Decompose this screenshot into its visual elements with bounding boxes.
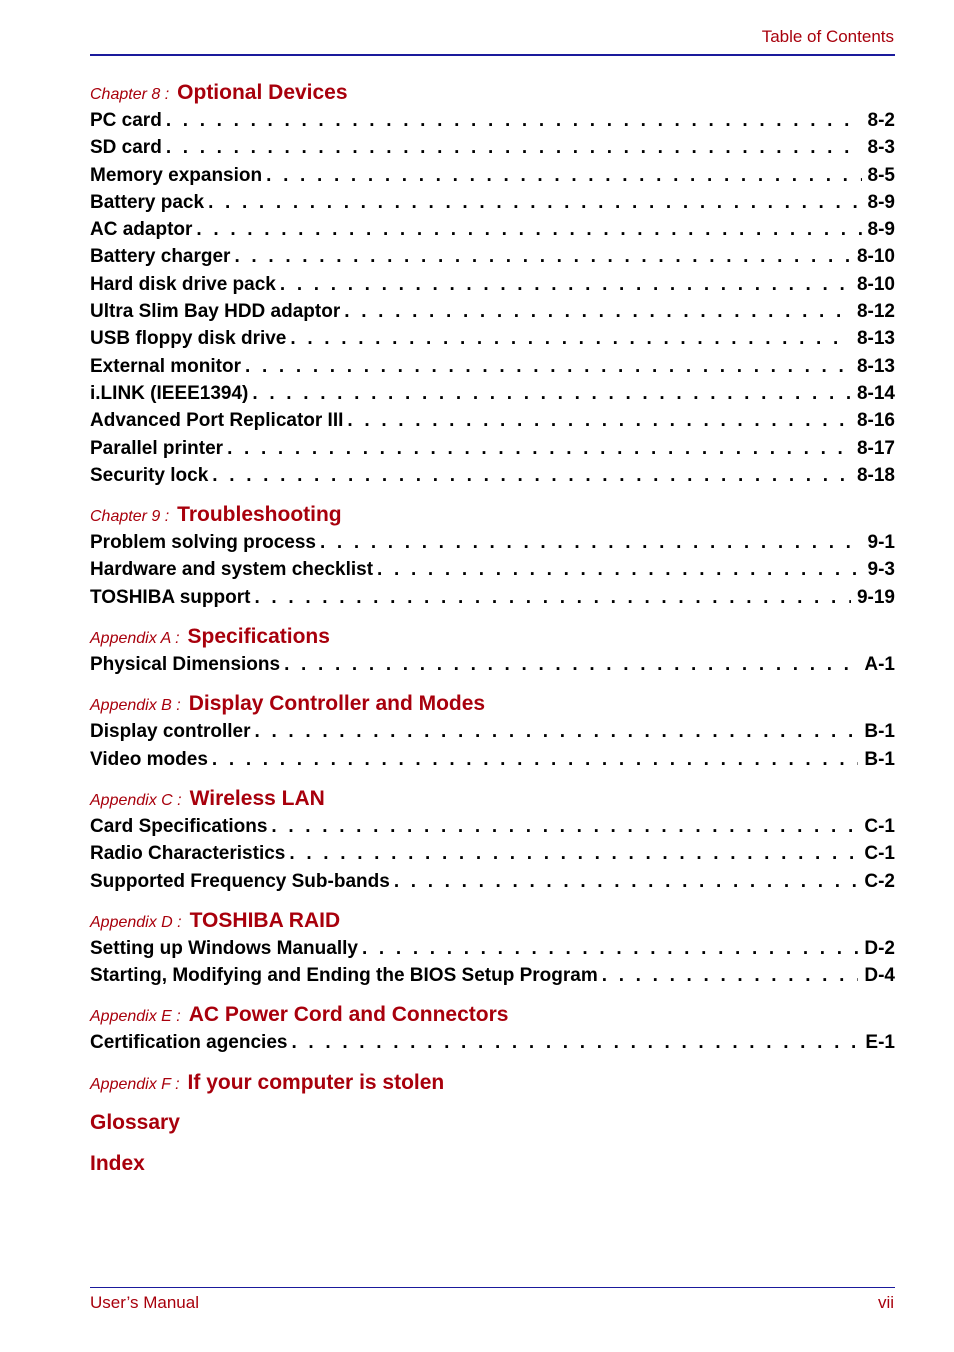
toc-entry[interactable] xyxy=(90,651,895,678)
section-title: Wireless LAN xyxy=(189,786,325,810)
section-title: Troubleshooting xyxy=(177,503,342,527)
dot-leader xyxy=(291,1029,859,1056)
toc-section xyxy=(90,623,895,678)
toc-entry[interactable] xyxy=(90,134,895,161)
section-label: Appendix C : xyxy=(90,791,182,809)
toc-entry[interactable] xyxy=(90,1029,895,1056)
toc-entry[interactable] xyxy=(90,556,895,583)
dot-leader xyxy=(227,435,851,462)
toc-entry[interactable] xyxy=(90,407,895,434)
entry-page-number: 8-10 xyxy=(856,273,895,295)
toc-entry[interactable] xyxy=(90,353,895,380)
entry-title: External monitor xyxy=(90,355,241,377)
entry-page-number: D-2 xyxy=(864,937,895,959)
toc-entry[interactable] xyxy=(90,962,895,989)
dot-leader xyxy=(290,325,851,352)
dot-leader xyxy=(347,407,851,434)
toc-entry[interactable] xyxy=(90,107,895,134)
section-label: Appendix E : xyxy=(90,1008,181,1026)
section-label: Appendix D : xyxy=(90,913,182,931)
toc-entry[interactable] xyxy=(90,584,895,611)
toc-section xyxy=(90,1001,895,1056)
running-header-title: Table of Contents xyxy=(761,27,894,46)
section-title: Display Controller and Modes xyxy=(188,692,486,716)
section-title: Specifications xyxy=(187,625,330,649)
section-heading[interactable] xyxy=(90,501,895,529)
dot-leader xyxy=(212,462,851,489)
dot-leader xyxy=(245,353,851,380)
dot-leader xyxy=(344,298,851,325)
entry-page-number: 8-13 xyxy=(856,328,895,350)
footer-rule xyxy=(90,1287,895,1288)
entry-title: Video modes xyxy=(90,748,208,770)
entry-page-number: 8-9 xyxy=(867,219,895,241)
table-of-contents xyxy=(90,79,895,1191)
dot-leader xyxy=(280,271,851,298)
section-label: Chapter 9 : xyxy=(90,508,170,526)
toc-entry[interactable] xyxy=(90,813,895,840)
entry-page-number: 8-9 xyxy=(867,191,895,213)
toc-entry[interactable] xyxy=(90,840,895,867)
dot-leader xyxy=(320,529,862,556)
section-heading[interactable] xyxy=(90,690,895,718)
entry-page-number: C-1 xyxy=(864,815,895,837)
entry-page-number: D-4 xyxy=(864,965,895,987)
entry-page-number: 9-19 xyxy=(856,586,895,608)
toc-entry[interactable] xyxy=(90,746,895,773)
standalone-heading-glossary[interactable]: Glossary xyxy=(90,1110,180,1134)
footer-manual-title: User’s Manual xyxy=(90,1293,199,1312)
dot-leader xyxy=(289,840,858,867)
dot-leader xyxy=(254,584,851,611)
entry-title: Setting up Windows Manually xyxy=(90,937,358,959)
dot-leader xyxy=(271,813,858,840)
toc-section xyxy=(90,785,895,895)
section-heading[interactable] xyxy=(90,79,895,107)
toc-section xyxy=(90,907,895,990)
toc-section xyxy=(90,79,895,489)
entry-title: TOSHIBA support xyxy=(90,586,251,608)
entry-page-number: 8-12 xyxy=(856,301,895,323)
toc-entry[interactable] xyxy=(90,868,895,895)
entry-page-number: 8-14 xyxy=(856,382,895,404)
toc-entry[interactable] xyxy=(90,529,895,556)
toc-entry[interactable] xyxy=(90,162,895,189)
standalone-heading-index[interactable]: Index xyxy=(90,1151,145,1175)
entry-page-number: 8-2 xyxy=(867,110,895,131)
entry-page-number: B-1 xyxy=(864,748,895,770)
section-heading[interactable] xyxy=(90,1069,895,1097)
entry-title: Hard disk drive pack xyxy=(90,273,276,295)
header-rule xyxy=(90,54,895,56)
toc-entry[interactable] xyxy=(90,325,895,352)
entry-page-number: 9-1 xyxy=(867,532,895,554)
toc-entry[interactable] xyxy=(90,462,895,489)
section-heading[interactable] xyxy=(90,785,895,813)
entry-page-number: 8-18 xyxy=(856,464,895,486)
entry-page-number: 9-3 xyxy=(867,559,895,581)
section-label: Chapter 8 : xyxy=(90,86,170,103)
entry-page-number: 8-17 xyxy=(856,437,895,459)
entry-page-number: E-1 xyxy=(865,1032,895,1054)
dot-leader xyxy=(255,718,859,745)
dot-leader xyxy=(252,380,851,407)
toc-entry[interactable] xyxy=(90,380,895,407)
dot-leader xyxy=(166,134,862,161)
toc-entry[interactable] xyxy=(90,271,895,298)
toc-entry[interactable] xyxy=(90,298,895,325)
entry-title: Card Specifications xyxy=(90,815,268,837)
entry-title: Display controller xyxy=(90,721,251,743)
entry-title: USB floppy disk drive xyxy=(90,328,287,350)
entry-title: Supported Frequency Sub-bands xyxy=(90,870,390,892)
dot-leader xyxy=(196,216,861,243)
section-heading[interactable] xyxy=(90,1001,895,1029)
dot-leader xyxy=(284,651,858,678)
entry-title: AC adaptor xyxy=(90,219,193,241)
entry-page-number: 8-16 xyxy=(856,410,895,432)
entry-page-number: 8-5 xyxy=(867,164,895,186)
entry-title: Parallel printer xyxy=(90,437,224,459)
toc-entry[interactable] xyxy=(90,935,895,962)
dot-leader xyxy=(362,935,858,962)
section-label: Appendix F : xyxy=(90,1075,180,1093)
entry-page-number: 8-3 xyxy=(867,137,895,159)
entry-title: i.LINK (IEEE1394) xyxy=(90,382,249,404)
toc-section xyxy=(90,1069,895,1097)
dot-leader xyxy=(208,189,861,216)
section-title: Optional Devices xyxy=(177,81,348,104)
section-title: AC Power Cord and Connectors xyxy=(188,1003,509,1027)
entry-page-number: 8-13 xyxy=(856,355,895,377)
section-title: If your computer is stolen xyxy=(187,1070,445,1094)
entry-title: Problem solving process xyxy=(90,532,316,554)
dot-leader xyxy=(212,746,858,773)
entry-title: Advanced Port Replicator III xyxy=(90,410,344,432)
toc-entry[interactable] xyxy=(90,189,895,216)
entry-page-number: C-1 xyxy=(864,843,895,865)
entry-title: Memory expansion xyxy=(90,164,263,186)
page-number: vii xyxy=(877,1293,894,1312)
section-title: TOSHIBA RAID xyxy=(189,908,341,932)
entry-title: Battery charger xyxy=(90,246,231,268)
toc-entry[interactable] xyxy=(90,718,895,745)
entry-title: PC card xyxy=(90,110,162,131)
entry-title: Radio Characteristics xyxy=(90,843,286,865)
entry-title: SD card xyxy=(90,137,162,159)
entry-title: Certification agencies xyxy=(90,1032,288,1054)
dot-leader xyxy=(166,107,862,134)
entry-page-number: C-2 xyxy=(864,870,895,892)
toc-entry[interactable] xyxy=(90,243,895,270)
toc-entry[interactable] xyxy=(90,435,895,462)
entry-title: Starting, Modifying and Ending the BIOS Setup Program xyxy=(90,965,598,987)
entry-page-number: A-1 xyxy=(864,654,895,676)
dot-leader xyxy=(234,243,851,270)
entry-title: Ultra Slim Bay HDD adaptor xyxy=(90,301,341,323)
section-heading[interactable] xyxy=(90,907,895,935)
entry-title: Hardware and system checklist xyxy=(90,559,374,581)
dot-leader xyxy=(266,162,861,189)
toc-section xyxy=(90,690,895,773)
entry-title: Security lock xyxy=(90,464,209,486)
section-label: Appendix B : xyxy=(90,697,181,715)
entry-title: Physical Dimensions xyxy=(90,654,281,676)
entry-title: Battery pack xyxy=(90,191,205,213)
dot-leader xyxy=(602,962,859,989)
entry-page-number: B-1 xyxy=(864,721,895,743)
toc-entry[interactable] xyxy=(90,216,895,243)
entry-page-number: 8-10 xyxy=(856,246,895,268)
section-heading[interactable] xyxy=(90,623,895,651)
toc-section xyxy=(90,501,895,611)
dot-leader xyxy=(377,556,862,583)
dot-leader xyxy=(394,868,859,895)
section-label: Appendix A : xyxy=(90,630,180,648)
